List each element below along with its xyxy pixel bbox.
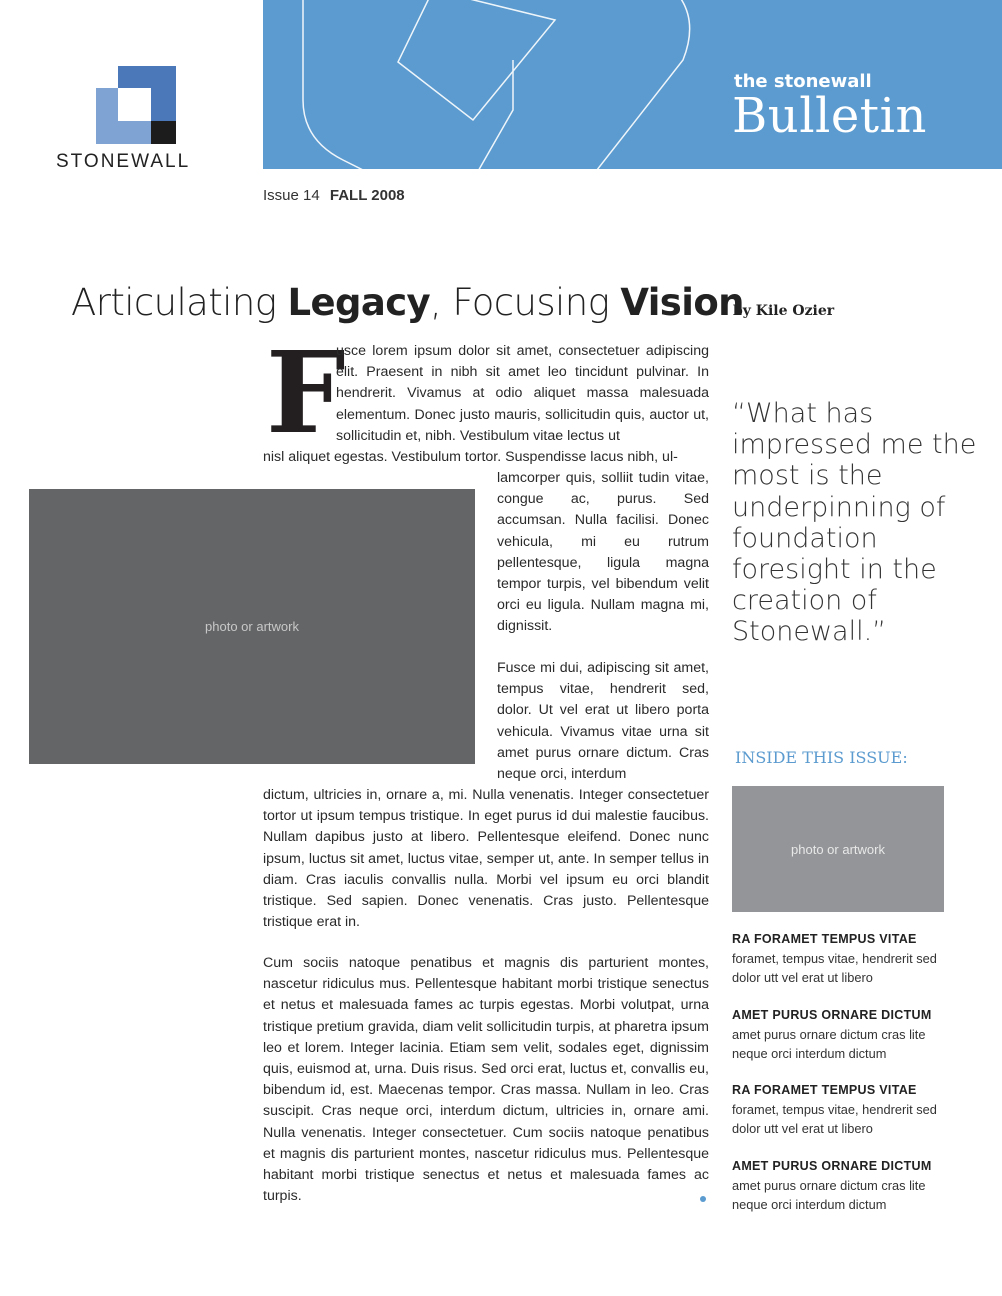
toc-item-title: RA FORAMET TEMPUS VITAE	[732, 1083, 917, 1097]
article-paragraph-2-wide: dictum, ultricies in, ornare a, mi. Nulla venenatis. Integer consectetuer tortor ut ipsum tempus tristique. In eget purus id dui malestie faucibus. Nullam dapibus justo at libero. Pellentesque eleifend. Donec nunc ipsum, luctus sit amet, luctus vitae, semper ut, ante. In semper tellus in diam. Cras iaculis convallis nulla. Morbi vel ipsum eu orci blandit tristique. Sed sapien. Donec venenatis. Cras justo. Pellentesque tristique erat in.	[263, 787, 709, 931]
masthead-banner	[263, 0, 1002, 169]
headline-bold-vision: Vision	[620, 281, 744, 324]
toc-item[interactable]	[732, 1157, 972, 1233]
article-paragraph-1-wide: nisl aliquet egestas. Vestibulum tortor. Suspendisse lacus nibh, ul-	[263, 449, 678, 465]
toc-item[interactable]	[732, 1081, 972, 1157]
side-photo-label: photo or artwork	[791, 841, 885, 857]
headline-part-2: , Focusing	[430, 281, 621, 324]
issue-season: FALL 2008	[329, 187, 405, 204]
article-headline	[71, 281, 744, 324]
headline-part-1: Articulating	[71, 281, 288, 324]
article-paragraph-1-top: usce lorem ipsum dolor sit amet, consectetuer adipiscing elit. Praesent in nibh sit amet leo tincidunt pulvinar. In hendrerit. Vivamus at odio aliquet massa malesuada elementum. Donec justo mauris, sollicitudin quis, auctor ut, sollicitudin et, nibh. Vestibulum vitae lectus ut	[336, 343, 709, 444]
toc-item-title: AMET PURUS ORNARE DICTUM	[732, 1158, 932, 1173]
issue-line	[263, 187, 405, 204]
toc-item-desc: foramet, tempus vitae, hendrerit sed dolor utt vel erat ut libero	[732, 1102, 937, 1136]
toc-item[interactable]	[732, 1006, 972, 1082]
drop-cap: F	[266, 328, 346, 459]
main-photo-label: photo or artwork	[205, 619, 299, 634]
issue-number: Issue 14	[263, 187, 320, 204]
masthead-subtitle: the stonewall	[734, 71, 872, 92]
byline: by Kile Ozier	[733, 303, 835, 319]
end-mark-icon	[700, 1196, 706, 1202]
toc-item-desc: amet purus ornare dictum cras lite neque orci interdum dictum	[732, 1026, 926, 1061]
toc-item-title: RA FORAMET TEMPUS VITAE	[732, 932, 917, 946]
inside-issue-list	[732, 930, 972, 1232]
main-photo-placeholder	[29, 489, 475, 764]
side-photo-placeholder	[732, 786, 944, 912]
toc-item-desc: amet purus ornare dictum cras lite neque orci interdum dictum	[732, 1177, 926, 1212]
article-paragraph-3: Cum sociis natoque penatibus et magnis dis parturient montes, nascetur ridiculus mus. Pellentesque habitant morbi tristique senectus et netus et malesuada fames ac turpis egestas. Morbi volutpat, urna tristique pretium gravida, diam velit sollicitudin turpis, at pharetra ipsum leo et lorem. Integer lacinia. Etiam sem velit, sodales eget, dignissim quis, euismod at, urna. Duis risus. Sed orci erat, luctus et, convallis eu, bibendum id, est. Maecenas tempor. Cras massa. Nullam in leo. Cras suscipit. Cras neque orci, interdum dictum, ultricies in, ornare ami. Nulla venenatis. Integer consectetuer. Cum sociis natoque penatibus et magnis dis parturient montes, nascetur ridiculus mus. Pellentesque habitant morbi tristique senectus et netus et malesuada fames ac turpis.	[263, 955, 709, 1205]
pull-quote: “What has impressed me the most is the underpinning of foundation foresight in the creation of Stonewall.”	[732, 398, 977, 648]
toc-item-title: AMET PURUS ORNARE DICTUM	[732, 1007, 932, 1022]
inside-issue-heading: INSIDE THIS ISSUE:	[735, 748, 908, 767]
article-paragraph-1-column: lamcorper quis, solliit tudin vitae, congue ac, purus. Sed accumsan. Nulla facilisi. Donec vehicula, mi eu rutrum pellentesque, ligula magna tempor turpis, vel bibendum velit orci eu ligula. Nullam magna mi, dignissit.	[497, 470, 709, 635]
masthead-title: Bulletin	[732, 88, 927, 144]
toc-item-desc: foramet, tempus vitae, hendrerit sed dolor utt vel erat ut libero	[732, 951, 937, 985]
logo-wordmark: STONEWALL	[56, 151, 191, 172]
article-paragraph-2-column: Fusce mi dui, adipiscing sit amet, tempus vitae, hendrerit sed, dolor. Ut vel erat ut libero porta vehicula. Vivamus vitae urna sit amet purus ornare dictum. Cras neque orci, interdum	[497, 660, 709, 783]
toc-item[interactable]	[732, 930, 972, 1006]
stonewall-logo-icon	[96, 66, 176, 144]
headline-bold-legacy: Legacy	[287, 281, 431, 324]
